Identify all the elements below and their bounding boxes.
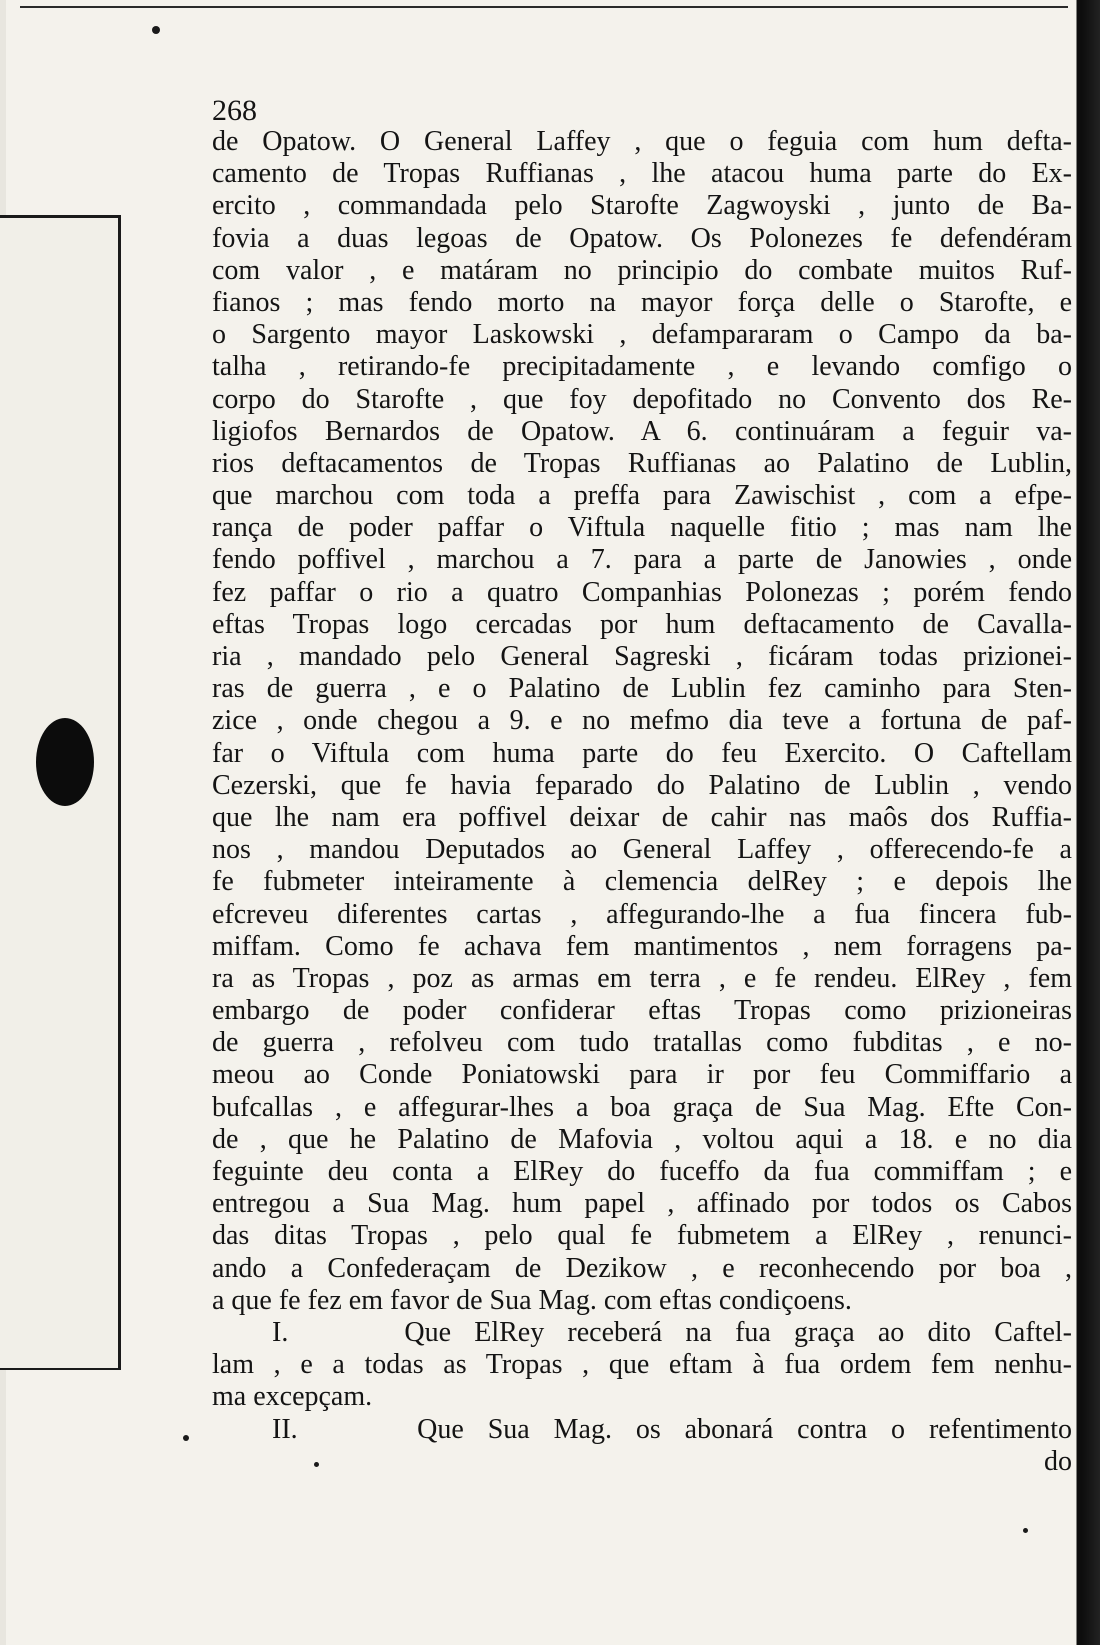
page-right-edge <box>1068 0 1100 1645</box>
page-number: 268 <box>212 94 257 127</box>
text-line: miffam. Como fe achava fem mantimentos , nem forragens pa- <box>212 930 1072 962</box>
text-line: que lhe nam era poffivel deixar de cahir nas maôs dos Ruffia- <box>212 801 1072 833</box>
text-line: das ditas Tropas , pelo qual fe fubmetem a ElRey , renunci- <box>212 1220 1072 1252</box>
ink-speck <box>1023 1528 1028 1533</box>
text-line: nos , mandou Deputados ao General Laffey , offerecendo-fe a <box>212 834 1072 866</box>
text-line: zice , onde chegou a 9. e no mefmo dia teve a fortuna de paf- <box>212 705 1072 737</box>
text-line: fe fubmeter inteiramente à clemencia delRey ; e depois lhe <box>212 866 1072 898</box>
text-line: de , que he Palatino de Mafovia , voltou aqui a 18. e no dia <box>212 1123 1072 1155</box>
text-line: a que fe fez em favor de Sua Mag. com eftas condiçoens. <box>212 1284 852 1316</box>
text-line: bufcallas , e affegurar-lhes a boa graça de Sua Mag. Efte Con- <box>212 1091 1072 1123</box>
ink-speck <box>152 26 160 34</box>
text-line: de guerra , refolveu com tudo tratallas como fubditas , e no- <box>212 1027 1072 1059</box>
text-line: ma excepçam. <box>212 1381 373 1413</box>
text-line: ando a Confederaçam de Dezikow , e reconhecendo por boa , <box>212 1252 1072 1284</box>
text-line: far o Viftula com huma parte do feu Exercito. O Caftellam <box>212 737 1072 769</box>
text-line: rios deftacamentos de Tropas Ruffianas ao Palatino de Lublin, <box>212 447 1072 479</box>
text-line: talha , retirando-fe precipitadamente , e levando comfigo o <box>212 351 1072 383</box>
text-line: lam , e a todas as Tropas , que eftam à fua ordem fem nenhu- <box>212 1349 1072 1381</box>
text-line: fendo poffivel , marchou a 7. para a parte de Janowies , onde <box>212 544 1072 576</box>
text-line: corpo do Starofte , que foy depofitado no Convento dos Re- <box>212 383 1072 415</box>
text-line: o Sargento mayor Laskowski , defampararam o Campo da ba- <box>212 319 1072 351</box>
text-line: feguinte deu conta a ElRey do fuceffo da fua commiffam ; e <box>212 1156 1072 1187</box>
text-line: embargo de poder confiderar eftas Tropas como prizioneiras <box>212 995 1072 1027</box>
text-line: ra as Tropas , poz as armas em terra , e fe rendeu. ElRey , fem <box>212 962 1072 994</box>
text-line: meou ao Conde Poniatowski para ir por feu Commiffario a <box>212 1059 1072 1091</box>
text-line: ercito , commandada pelo Starofte Zagwoyski , junto de Ba- <box>212 190 1072 222</box>
text-line: efcreveu diferentes cartas , affegurando-lhe a fua fincera fub- <box>212 898 1072 930</box>
text-line: eftas Tropas logo cercadas por hum deftacamento de Cavalla- <box>212 608 1072 640</box>
text-line: entregou a Sua Mag. hum papel , affinado por todos os Cabos <box>212 1188 1072 1220</box>
text-line: fianos ; mas fendo morto na mayor força delle o Starofte, e <box>212 286 1072 318</box>
text-line: ras de guerra , e o Palatino de Lublin fez caminho para Sten- <box>212 673 1072 705</box>
text-line: ligiofos Bernardos de Opatow. A 6. continuáram a feguir va- <box>212 415 1072 447</box>
left-binding-strip <box>0 215 121 1370</box>
text-line: com valor , e matáram no principio do combate muitos Ruf- <box>212 254 1072 286</box>
catchword: do <box>1044 1445 1072 1477</box>
text-line: I. Que ElRey receberá na fua graça ao dito Caftel- <box>272 1316 1072 1348</box>
text-line: ria , mandado pelo General Sagreski , ficáram todas prizionei- <box>212 641 1072 672</box>
top-rule <box>20 6 1070 8</box>
text-line: camento de Tropas Ruffianas , lhe atacou huma parte do Ex- <box>212 158 1072 190</box>
page-body-text <box>212 126 1072 1478</box>
text-line: fez paffar o rio a quatro Companhias Polonezas ; porém fendo <box>212 576 1072 608</box>
text-line: de Opatow. O General Laffey , que o feguia com hum defta- <box>212 126 1072 157</box>
text-line: fovia a duas legoas de Opatow. Os Polonezes fe defendéram <box>212 222 1072 254</box>
ink-speck <box>183 1435 189 1441</box>
text-line: que marchou com toda a preffa para Zawischist , com a efpe- <box>212 480 1072 512</box>
binding-hole <box>36 718 94 806</box>
text-line: rança de poder paffar o Viftula naquelle fitio ; mas nam lhe <box>212 512 1072 544</box>
text-line: II. Que Sua Mag. os abonará contra o refentimento <box>272 1413 1072 1445</box>
text-line: Cezerski, que fe havia feparado do Palatino de Lublin , vendo <box>212 769 1072 801</box>
